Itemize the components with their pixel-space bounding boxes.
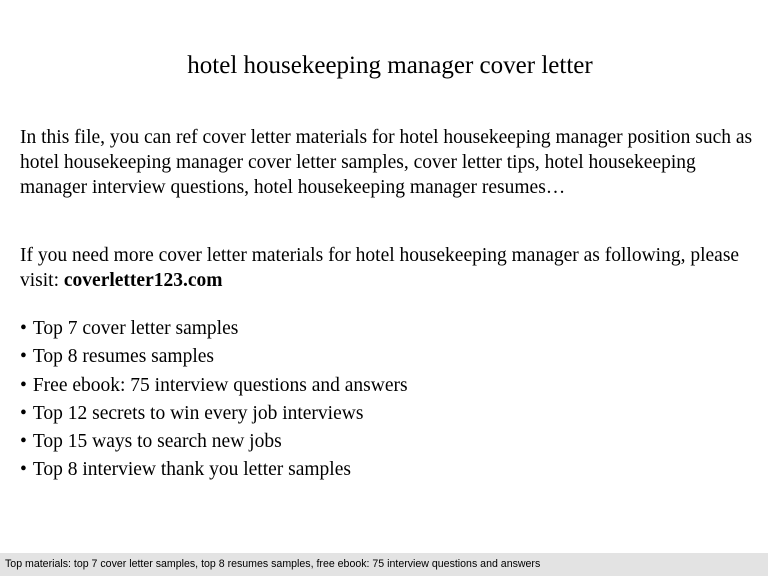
list-item (20, 315, 408, 343)
list-item (20, 400, 408, 428)
bullet-icon: • (20, 374, 27, 396)
list-item-label: Top 12 secrets to win every job interviews (32, 402, 364, 424)
materials-list (20, 315, 408, 485)
list-item (20, 372, 408, 400)
bullet-icon: • (20, 346, 27, 368)
list-item-label: Top 8 interview thank you letter samples (32, 459, 351, 481)
bullet-icon: • (20, 459, 27, 481)
list-item-label: Top 7 cover letter samples (32, 318, 239, 339)
list-item-label: Top 8 resumes samples (32, 346, 214, 368)
intro-paragraph: In this file, you can ref cover letter materials for hotel housekeeping manager position such as hotel housekeeping manager cover letter samples, cover letter tips, hotel housekeeping manager interview questions, hotel housekeeping manager resumes… (20, 127, 753, 198)
list-item-label: Free ebook: 75 interview questions and answers (32, 374, 408, 396)
bullet-icon: • (20, 431, 27, 453)
visit-text: If you need more cover letter materials for hotel housekeeping manager as following, please visit: (20, 245, 740, 291)
list-item-label: Top 15 ways to search new jobs (32, 431, 282, 453)
visit-paragraph (20, 243, 760, 293)
footer-bar (0, 553, 768, 576)
list-item (20, 428, 408, 456)
footer-text: Top materials: top 7 cover letter samples, top 8 resumes samples, free ebook: 75 interview questions and answers (5, 558, 541, 570)
bullet-icon: • (20, 318, 27, 339)
list-item (20, 343, 408, 371)
list-item (20, 456, 408, 484)
bullet-icon: • (20, 402, 27, 424)
slide-title: hotel housekeeping manager cover letter (187, 52, 593, 79)
website-link: coverletter123.com (63, 270, 223, 291)
